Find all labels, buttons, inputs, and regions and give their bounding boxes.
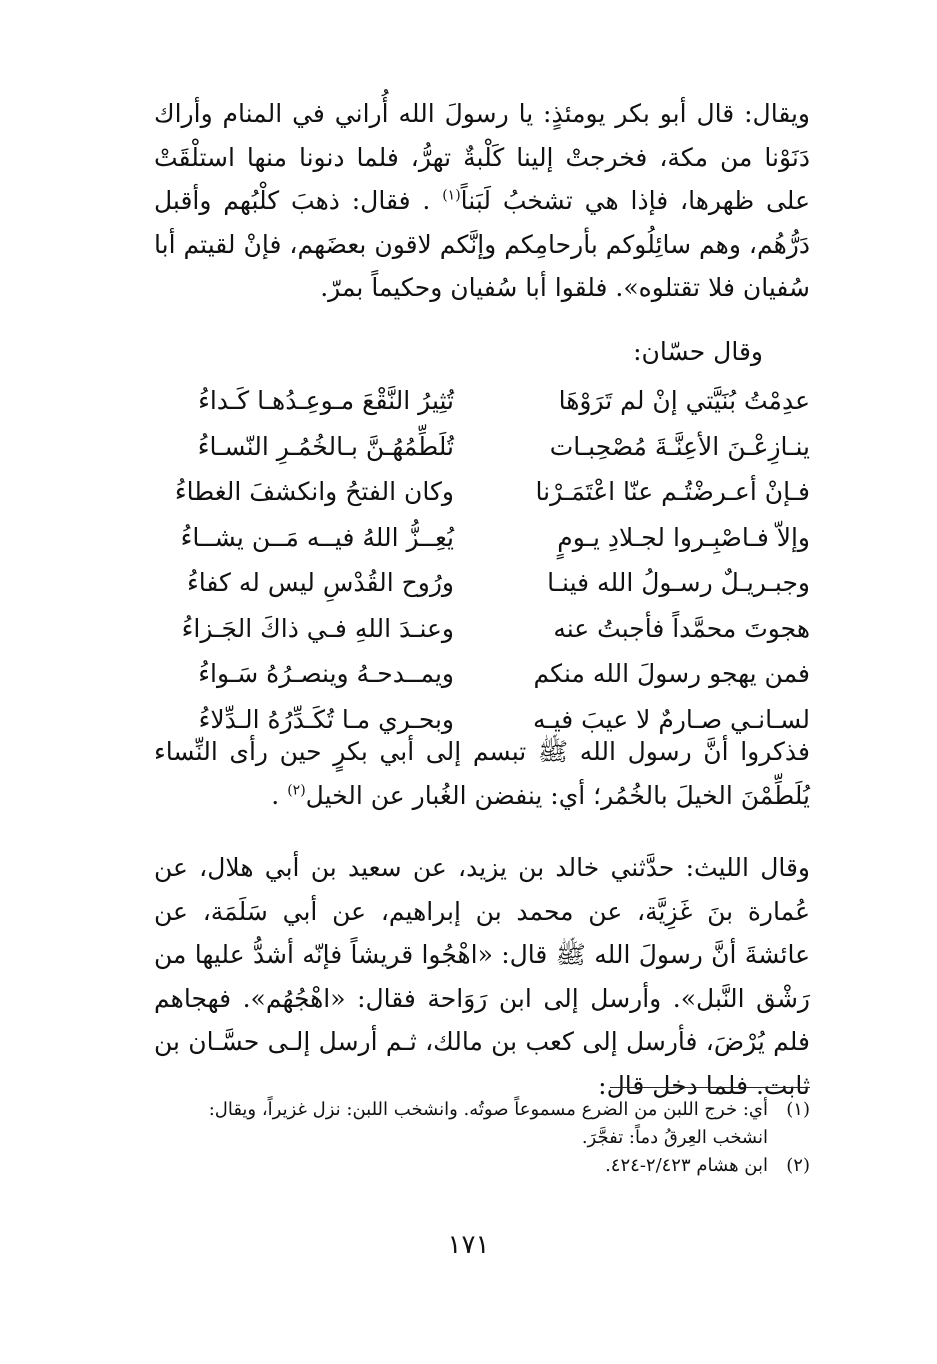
poem xyxy=(154,378,810,742)
verse-second-hemistich: تُلَطِّمُهُـنَّ بـالخُمُـرِ النّسـاءُ xyxy=(197,431,454,461)
verse-second-hemistich: وعنـدَ اللهِ فـي ذاكَ الجَـزاءُ xyxy=(181,613,454,643)
verse-second-hemistich: ويمــدحـهُ وينصـرُهُ سَـواءُ xyxy=(198,659,454,688)
verse-second-hemistich: وبحـري مـا تُكَـدِّرُهُ الـدِّلاءُ xyxy=(198,704,454,734)
paragraph-dream-narration xyxy=(154,92,810,310)
paragraph-layth-narration: وقال الليث: حدَّثني خالد بن يزيد، عن سعيد بن أبي هلال، عن عُمارة بنَ غَزِيَّة، عن محمد بن إبراهيم، عن أبي سَلَمَة، عن عائشةَ أنَّ رسولَ الله ﷺ قال: «اهْجُوا قريشاً فإنّه أشدُّ عليها من رَشْق النَّبل». وأرسل إلى ابن رَوَاحة فقال: «اهْجُهُم». فهجاهم فلم يُرْضَ، فأرسل إلى كعب بن مالك، ثـم أرسل إلـى حسَّـان بن ثابت. فلما دخل قال: xyxy=(154,853,810,1100)
poem-verse xyxy=(154,606,810,652)
footnotes xyxy=(150,1096,810,1180)
paragraph-text-continued: . xyxy=(271,780,288,810)
footnote-marker-1: (١) xyxy=(442,187,461,204)
paragraph-text: فذكروا أنَّ رسول الله ﷺ تبسم إلى أبي بكرٍ حين رأى النِّساء يُلَطِّمْنَ الخيلَ بالخُمُر؛ أي: ينفضن الغُبار عن الخيل xyxy=(154,737,810,810)
verse-first-hemistich: عدِمْتُ بُنَيَّتي إنْ لم تَرَوْهَا xyxy=(558,386,810,415)
footnote-text: ابن هشام ٢/٤٢٣-٤٢٤. xyxy=(605,1155,768,1176)
paragraph-text: ويقال: قال أبو بكر يومئذٍ: يا رسولَ الله أُراني في المنام وأراك دَنَوْنا من مكة، فخرجتْ إلينا كَلْبةٌ تهرُّ، فلما دنونا منها استلْقَتْ على ظهرها، فإذا هي تشخبُ لَبَناً xyxy=(154,99,810,215)
footnote-number: (٢) xyxy=(786,1155,810,1176)
verse-first-hemistich: فمن يهجو رسولَ الله منكم xyxy=(533,659,810,688)
verse-second-hemistich: يُعِــزُّ اللهُ فيــه مَــن يشــاءُ xyxy=(180,522,454,552)
verse-first-hemistich: لسـانـي صـارمٌ لا عيبَ فيـه xyxy=(533,704,810,734)
poem-verse xyxy=(154,469,810,515)
verse-first-hemistich: ينـازِعْـنَ الأعِنَّـةَ مُصْحِبـات xyxy=(549,431,810,461)
verse-first-hemistich: وجبـريـلٌ رسـولُ الله فينـا xyxy=(547,568,810,597)
paragraph-text-continued: . فقال: ذهبَ كلْبُهم وأقبل دَرُّهُم، وهم سائِلُوكم بأرحامِكم وإنَّكم لاقون بعضَهم، فإنْ لقيتم أبا سُفيان فلا تقتلوه». فلقوا أبا سُفيان وحكيماً بمرّ. xyxy=(154,186,810,302)
footnote-marker-2: (٢) xyxy=(287,782,306,799)
footnote-item xyxy=(150,1152,810,1180)
verse-second-hemistich: ورُوح القُدْسِ ليس له كفاءُ xyxy=(187,568,454,597)
footnote-item xyxy=(150,1096,810,1152)
page-number: ١٧١ xyxy=(447,1230,490,1260)
poem-verse xyxy=(154,424,810,470)
verse-first-hemistich: فـإنْ أعـرضْتُـم عنّا اعْتَمَـرْنا xyxy=(535,477,810,506)
footnote-separator xyxy=(610,1087,810,1088)
poem-verse xyxy=(154,378,810,424)
verse-first-hemistich: وإلاّ فـاصْبِـروا لجـلادِ يـومٍ xyxy=(557,522,810,552)
poem-intro: وقال حسّان: xyxy=(633,337,763,366)
footnote-text: أي: خرج اللبن من الضرع مسموعاً صوتُه. وانشخب اللبن: نزل غزيراً، ويقال: انشخب العِرقُ دماً: تفجَّرَ. xyxy=(208,1099,768,1148)
paragraph-prophet-smiled xyxy=(154,730,810,817)
poem-verse xyxy=(154,560,810,606)
footnote-number: (١) xyxy=(786,1099,810,1120)
poem-verse xyxy=(154,515,810,561)
verse-first-hemistich: هجوتَ محمَّداً فأجبتُ عنه xyxy=(553,613,810,643)
verse-second-hemistich: تُثِيرُ النَّقْعَ مـوعِـدُهـا كَـداءُ xyxy=(198,386,454,415)
verse-second-hemistich: وكان الفتحُ وانكشفَ الغطاءُ xyxy=(174,477,454,506)
poem-verse xyxy=(154,651,810,697)
